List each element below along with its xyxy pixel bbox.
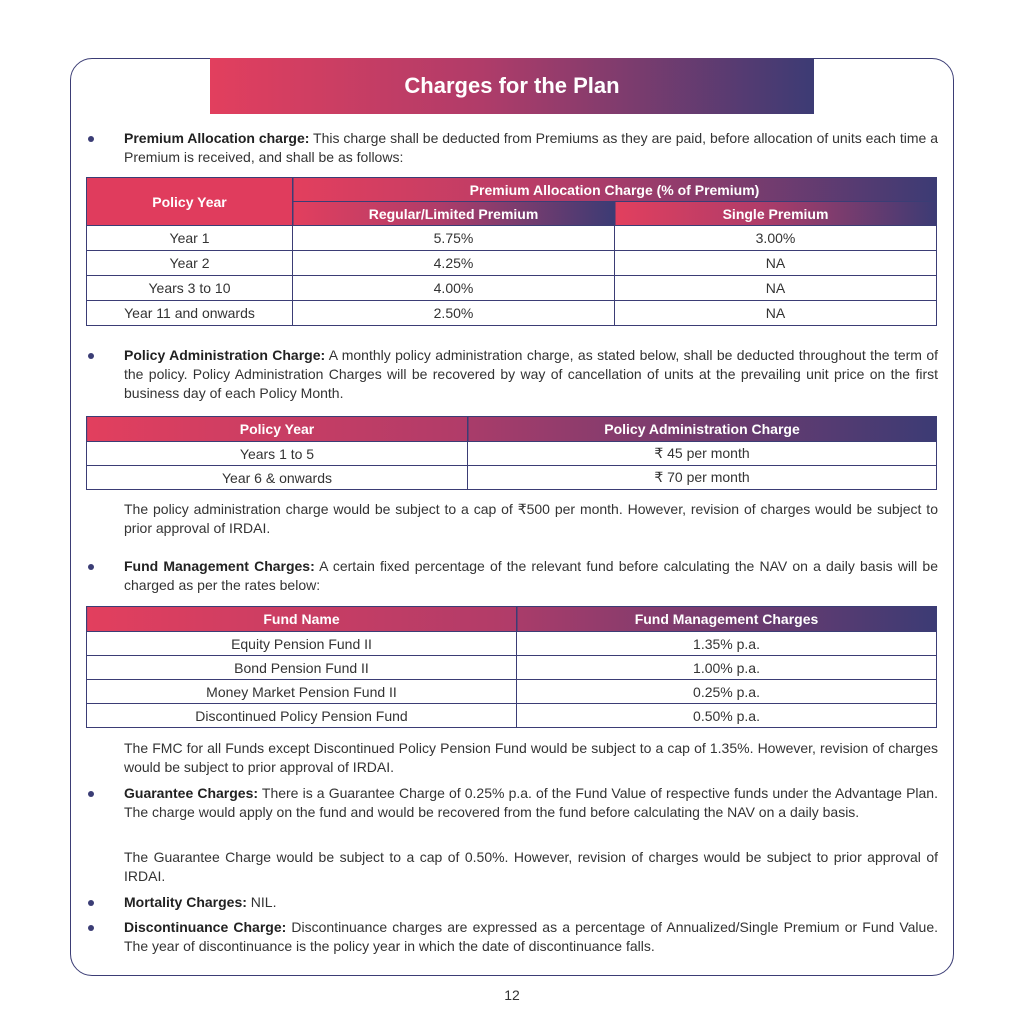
bullet-icon xyxy=(88,564,94,570)
discontinuance-text: Discontinuance charges are expressed as a percentage of Annualized/Single Premium or Fund Value. The year of discontinuance is the policy year in which the date of discontinuance falls. xyxy=(124,919,939,954)
policy-admin-note: The policy administration charge would be subject to a cap of ₹500 per month. However, revision of charges would be subject to prior approval of IRDAI. xyxy=(124,501,938,536)
bullet-icon xyxy=(88,900,94,906)
mortality-section xyxy=(86,893,938,912)
table-row xyxy=(87,656,937,680)
table-cell: Discontinued Policy Pension Fund xyxy=(87,704,517,728)
table-row xyxy=(87,442,937,466)
mortality-bullet xyxy=(86,893,938,912)
policy-admin-table-wrap xyxy=(86,416,938,490)
table-cell: 5.75% xyxy=(293,226,615,251)
bullet-icon xyxy=(88,791,94,797)
col-single-premium: Single Premium xyxy=(615,202,937,226)
col-policy-admin-charge: Policy Administration Charge xyxy=(468,417,937,442)
table-cell: NA xyxy=(615,276,937,301)
table-cell: 0.25% p.a. xyxy=(517,680,937,704)
table-cell: Year 11 and onwards xyxy=(87,301,293,326)
policy-admin-bullet xyxy=(86,346,938,403)
policy-admin-note-wrap xyxy=(86,500,938,538)
bullet-icon xyxy=(88,136,94,142)
fund-management-note-wrap xyxy=(86,739,938,777)
premium-allocation-label: Premium Allocation charge: xyxy=(124,130,310,146)
mortality-label: Mortality Charges: xyxy=(124,894,247,910)
col-policy-year: Policy Year xyxy=(87,178,293,226)
policy-admin-label: Policy Administration Charge: xyxy=(124,347,326,363)
col-policy-year: Policy Year xyxy=(87,417,468,442)
mortality-text: NIL. xyxy=(246,894,277,910)
col-fund-name: Fund Name xyxy=(87,607,517,632)
col-regular-limited-premium: Regular/Limited Premium xyxy=(293,202,615,226)
table-cell: Equity Pension Fund II xyxy=(87,632,517,656)
col-premium-allocation-charge: Premium Allocation Charge (% of Premium) xyxy=(293,178,937,202)
policy-admin-section xyxy=(86,346,938,403)
premium-allocation-section xyxy=(86,129,938,167)
table-cell: NA xyxy=(615,251,937,276)
table-cell: 3.00% xyxy=(615,226,937,251)
table-cell: Year 1 xyxy=(87,226,293,251)
guarantee-text: There is a Guarantee Charge of 0.25% p.a. of the Fund Value of respective funds under the Advantage Plan. The charge would apply on the fund and would be recovered from the fund before calculating the NAV on a daily basis. xyxy=(124,785,938,820)
table-row xyxy=(87,680,937,704)
table-cell: Years 3 to 10 xyxy=(87,276,293,301)
premium-allocation-table xyxy=(86,177,937,326)
table-cell: Years 1 to 5 xyxy=(87,442,468,466)
table-cell: 1.00% p.a. xyxy=(517,656,937,680)
bullet-icon xyxy=(88,925,94,931)
table-cell: ₹ 45 per month xyxy=(468,442,937,466)
policy-admin-table xyxy=(86,416,937,490)
table-row xyxy=(87,226,937,251)
table-cell: 2.50% xyxy=(293,301,615,326)
fund-management-note: The FMC for all Funds except Discontinued Policy Pension Fund would be subject to a cap of 1.35%. However, revision of charges would be subject to prior approval of IRDAI. xyxy=(124,740,938,775)
table-row xyxy=(87,466,937,490)
table-cell: Money Market Pension Fund II xyxy=(87,680,517,704)
table-cell: 1.35% p.a. xyxy=(517,632,937,656)
table-row xyxy=(87,632,937,656)
fund-management-label: Fund Management Charges: xyxy=(124,558,315,574)
table-cell: ₹ 70 per month xyxy=(468,466,937,490)
bullet-icon xyxy=(88,353,94,359)
table-row xyxy=(87,704,937,728)
fund-management-section xyxy=(86,557,938,595)
page-title: Charges for the Plan xyxy=(210,58,814,114)
page-number: 12 xyxy=(504,987,520,1003)
table-row xyxy=(87,251,937,276)
col-fund-management-charges: Fund Management Charges xyxy=(517,607,937,632)
premium-allocation-bullet xyxy=(86,129,938,167)
table-cell: Year 2 xyxy=(87,251,293,276)
fund-management-table xyxy=(86,606,937,728)
table-cell: 4.25% xyxy=(293,251,615,276)
table-cell: 0.50% p.a. xyxy=(517,704,937,728)
fund-management-bullet xyxy=(86,557,938,595)
discontinuance-section xyxy=(86,918,938,956)
table-row xyxy=(87,276,937,301)
fund-management-text: A certain fixed percentage of the relevant fund before calculating the NAV on a daily basis will be charged as per the rates below: xyxy=(124,558,938,593)
guarantee-bullet xyxy=(86,784,938,822)
premium-allocation-text: This charge shall be deducted from Premiums as they are paid, before allocation of units each time a Premium is received, and shall be as follows: xyxy=(124,130,938,165)
guarantee-section xyxy=(86,784,938,822)
guarantee-note: The Guarantee Charge would be subject to a cap of 0.50%. However, revision of charges would be subject to prior approval of IRDAI. xyxy=(124,849,938,884)
fund-management-table-wrap xyxy=(86,606,938,728)
table-row xyxy=(87,301,937,326)
table-cell: NA xyxy=(615,301,937,326)
table-cell: Bond Pension Fund II xyxy=(87,656,517,680)
guarantee-label: Guarantee Charges: xyxy=(124,785,259,801)
discontinuance-bullet xyxy=(86,918,938,956)
table-cell: Year 6 & onwards xyxy=(87,466,468,490)
policy-admin-text: A monthly policy administration charge, as stated below, shall be deducted throughout the term of the policy. Policy Administration Charges will be recovered by way of cancellation of units at the prevailing unit price on the first business day of each Policy Month. xyxy=(124,347,938,401)
guarantee-note-wrap xyxy=(86,848,938,886)
table-cell: 4.00% xyxy=(293,276,615,301)
discontinuance-label: Discontinuance Charge: xyxy=(124,919,287,935)
premium-allocation-table-wrap xyxy=(86,177,938,326)
